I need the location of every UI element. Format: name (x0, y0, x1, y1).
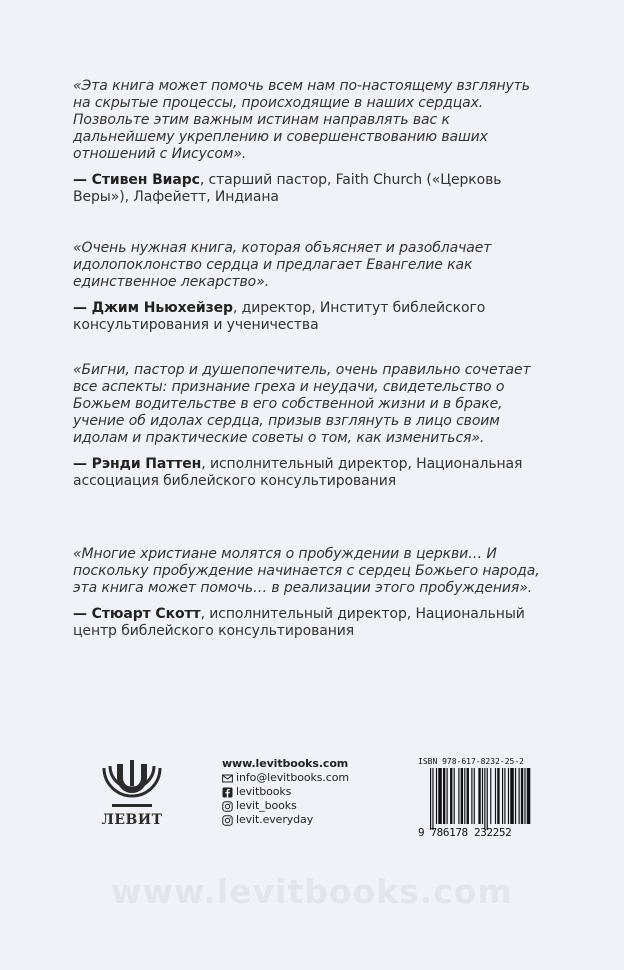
barcode-bar (430, 768, 431, 830)
testimonial-role: , исполнительный директор, Национальный центр библейского консультирования (73, 606, 525, 639)
isbn-barcode (418, 757, 532, 841)
isbn-label: ISBN 978-617-8232-25-2 (418, 757, 524, 766)
testimonial-role: , исполнительный директор, Национальная ассоциация библейского консультирования (73, 456, 523, 489)
testimonial-quote: «Очень нужная книга, которая объясняет и разоблачает идолопоклонство сердца и предлагает Евангелие как единственное лекарство». (73, 240, 492, 290)
testimonial-4 (73, 546, 543, 640)
testimonial-attribution (73, 172, 543, 206)
barcode-bar (508, 768, 509, 824)
barcode-bar (497, 768, 499, 824)
testimonial-role: , директор, Институт библейского консультирования и ученичества (73, 300, 486, 333)
email-text: info@levitbooks.com (236, 771, 349, 784)
barcode-bar (515, 768, 516, 824)
barcode-bar (454, 768, 455, 824)
testimonial-3 (73, 362, 543, 490)
website-link[interactable] (222, 757, 349, 771)
barcode-bar (436, 768, 437, 824)
testimonial-quote: «Эта книга может помочь всем нам по-настоящему взглянуть на скрытые процессы, происходящие в наших сердцах. Позвольте этим важным истинам направлять вас к дальнейшему укреплению и совершенствованию ваших отношений с Иисусом». (73, 78, 530, 162)
barcode-bar (447, 768, 448, 824)
barcode-bar (438, 768, 442, 824)
barcode-bar (471, 768, 472, 824)
barcode-bar (432, 768, 433, 830)
barcode-bar (458, 768, 459, 824)
instagram-link-2[interactable] (222, 813, 349, 827)
testimonial-attribution (73, 456, 543, 490)
mail-icon (222, 773, 233, 784)
testimonial-attribution (73, 606, 543, 640)
testimonial-attribution (73, 300, 543, 334)
testimonial-author: — Рэнди Паттен (73, 456, 202, 472)
publisher-contacts (222, 757, 349, 827)
barcode-bar (461, 768, 463, 824)
facebook-text: levitbooks (236, 785, 292, 798)
facebook-icon (222, 787, 233, 798)
instagram-text-1: levit_books (236, 799, 297, 812)
barcode-bar (510, 768, 514, 824)
barcode-bar (490, 768, 491, 824)
barcode-bar (521, 768, 523, 824)
testimonial-quote: «Многие христиане молятся о пробуждении в церкви… И поскольку пробуждение начинается с сердец Божьего народа, эта книга может помочь… в реализации этого пробуждения». (73, 546, 540, 596)
publisher-logo-text: ЛЕВИТ (101, 812, 163, 828)
watermark-text: www.levitbooks.com (111, 872, 513, 911)
testimonial-quote: «Бигни, пастор и душепопечитель, очень правильно сочетает все аспекты: признание греха и неудачи, свидетельство о Божьем водительстве в его собственной жизни и в браке, учение об идолах сердца, призыв взглянуть в лицо своим идолам и практические советы о том, как измениться». (73, 362, 531, 446)
barcode-bar (524, 768, 525, 824)
ean-digits: 9 786178 232252 (418, 826, 512, 839)
barcode-bar (482, 768, 483, 824)
barcode-bar (519, 768, 520, 824)
barcode-bar (443, 768, 445, 824)
barcode-bar (495, 768, 496, 824)
barcode-bar (527, 768, 531, 824)
instagram-icon (222, 815, 233, 826)
instagram-icon (222, 801, 233, 812)
instagram-text-2: levit.everyday (236, 813, 314, 826)
barcode-bar (487, 768, 488, 830)
barcode-bar (504, 768, 505, 824)
barcode-bar (474, 768, 475, 824)
instagram-link-1[interactable] (222, 799, 349, 813)
email-link[interactable] (222, 771, 349, 785)
testimonial-author: — Стивен Виарс (73, 172, 200, 188)
website-text: www.levitbooks.com (222, 757, 349, 770)
barcode-bars (418, 768, 532, 830)
barcode-bar (450, 768, 452, 824)
barcode-bar (478, 768, 480, 824)
testimonial-2 (73, 240, 543, 334)
facebook-link[interactable] (222, 785, 349, 799)
barcode-bar (484, 768, 485, 830)
testimonial-role: , старший пастор, Faith Church («Церковь Веры»), Лафейетт, Индиана (73, 172, 502, 205)
barcode-bar (467, 768, 469, 824)
barcode-bar (464, 768, 465, 824)
testimonial-author: — Джим Ньюхейзер (73, 300, 233, 316)
testimonial-author: — Стюарт Скотт (73, 606, 201, 622)
testimonial-1 (73, 78, 543, 206)
barcode-bar (502, 768, 503, 824)
